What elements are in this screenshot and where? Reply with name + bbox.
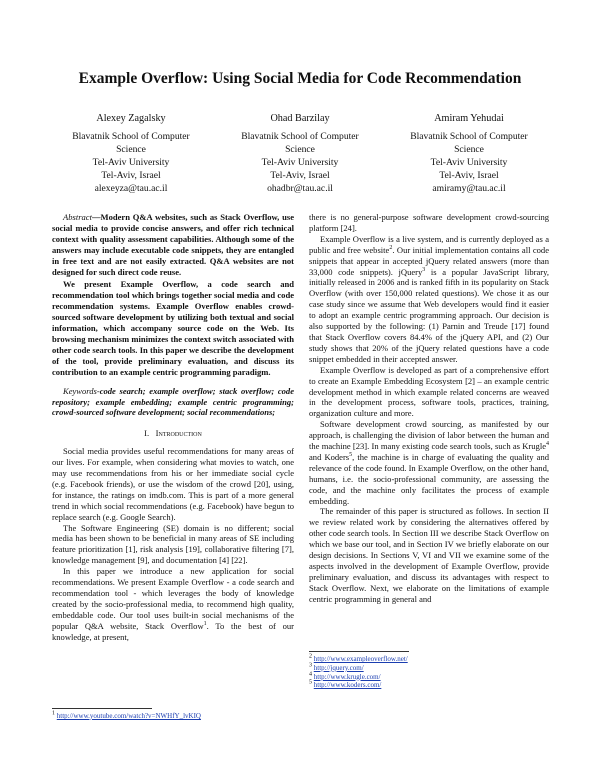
footnote-link[interactable]: http://www.exampleoverflow.net/ [313,655,408,663]
section-heading [52,428,294,439]
author-location: Tel-Aviv, Israel [439,170,499,181]
abstract-paragraph [52,212,294,277]
text: . Our initial implementation contains all code snippets that appear in accepted jQuery related answers (more than 33,000 code snippets). jQuery [309,244,549,277]
keywords [52,386,294,419]
author-affiliation: Blavatnik School of Computer [72,131,190,142]
author-name: Amiram Yehudai [434,113,504,124]
footnote-number: 4 [309,671,312,678]
footnote-number: 3 [309,662,312,669]
author-name: Ohad Barzilay [270,113,330,124]
author-affiliation: Science [285,144,315,155]
footnote-ref: 3 [422,266,426,273]
author-block-1 [46,112,216,195]
author-name: Alexey Zagalsky [96,113,166,124]
abstract-text: —Modern Q&A websites, such as Stack Overflow, use social media to provide concise answers, and offer rich technical context with quality assessment capabilities. Although some of the answers may include executable code snippets, they are entangled in free text and are not easily extracted. Q&A websites are not designed for such direct code reuse. [52,212,294,277]
footnote-link[interactable]: http://www.youtube.com/watch?v=NWHfY_lvKIQ [56,712,201,720]
footnote-1 [52,712,294,721]
footnote-divider [309,651,409,652]
keywords-text: code search; example overflow; stack overflow; code repository; example embedding; example centric programming; crowd-sourced software development; social recommendations; [52,385,294,418]
intro-paragraph-3-text: In this paper we introduce a new application for social recommendations. We present Example Overflow - a code search and recommendation tool - which leverages the body of knowledge created by the socio-professional media, to recommend high quality, embeddable code. Our tool uses built-in social mechanisms of the popular Q&A website, Stack Overflow [52,566,294,631]
intro-paragraph-2: The Software Engineering (SE) domain is no different; social media has been shown to be beneficial in many areas of SE including feature prioritization [1], risk analysis [19], collaborative filtering [7], knowledge management [9], and documentation [4] [22]. [52,522,294,566]
author-email: alexeyza@tau.ac.il [94,183,168,194]
section-title: Introduction [155,428,202,439]
right-paragraph-1 [309,234,549,365]
author-location: Tel-Aviv, Israel [270,170,330,181]
right-paragraph-2: Example Overflow is developed as part of a comprehensive effort to create an Example Embedding Ecosystem [2] – an example centric development method in which example related concerns are weaved in the development process, software tools, practices, training, organization culture and more. [309,364,549,419]
footnote-number: 2 [309,653,312,660]
right-paragraph-3 [309,419,549,506]
author-affiliation: Science [454,144,484,155]
footnote-number: 5 [309,680,312,687]
text: and Koders [309,451,350,462]
footnote-divider [52,708,152,709]
footnote-ref: 2 [389,244,393,251]
footnote-3 [309,664,549,673]
footnote-link[interactable]: http://www.koders.com/ [313,681,382,690]
author-email: amiramy@tau.ac.il [432,183,506,194]
author-block-2 [215,112,385,195]
footnote-link[interactable]: http://jquery.com/ [313,663,364,672]
footnote-ref: 1 [203,620,207,627]
keywords-label: Keywords- [63,385,100,396]
author-affiliation: Blavatnik School of Computer [410,131,528,142]
footnote-number: 1 [52,710,55,717]
author-affiliation: Science [116,144,146,155]
abstract-paragraph-2: We present Example Overflow, a code search and recommendation tool which brings together social media and code recommendation systems. Example Overflow enables crowd-sourced software development by utilizing both textual and social information, which accompany source code on the Web. Its browsing mechanism minimizes the context switch associated with other code search tools. In this paper we describe the development of the tool, provide preliminary evaluation, and discuss its contribution to an example centric programming paradigm. [52,279,294,377]
footnote-ref: 5 [349,452,353,459]
right-paragraph-0: there is no general-purpose software development crowd-sourcing platform [24]. [309,212,549,233]
text: Example Overflow is a live system, and is currently deployed as a public and free website [309,233,549,255]
footnote-2 [309,655,549,664]
intro-paragraph-3-tail: . To the best of our knowledge, at present, [52,620,294,642]
author-affiliation: Tel-Aviv University [261,157,339,168]
right-footnotes [309,651,549,690]
paper-title: Example Overflow: Using Social Media for Code Recommendation [78,70,522,87]
intro-paragraph-3 [52,566,294,642]
footnote-link[interactable]: http://www.krugle.com/ [313,672,381,681]
author-affiliation: Tel-Aviv University [430,157,508,168]
intro-paragraph-1: Social media provides useful recommendations for many areas of our lives. For example, when considering what movies to watch, one may use recommendations from his or her immediate social cycle (e.g. Facebook friends), or use the wisdom of the crowd [20], using, for instance, the ratings on imdb.com. This is part of a more general trend in which social recommendations (e.g. Facebook) have begun to replace search (e.g. Google Search). [52,446,294,522]
author-email: ohadbr@tau.ac.il [267,183,333,194]
left-column [52,212,294,643]
right-paragraph-4: The remainder of this paper is structured as follows. In section II we review related work by considering the alternatives offered by other code search tools. In Section III we describe Stack Overflow on which we base our tool, and in Section IV we briefly elaborate on our design decisions. In Sections V, VI and VII we examine some of the aspects involved in the development of Example Overflow, provide preliminary evaluation, and discuss its advantages with respect to Stack Overflow. Next, we elaborate on the limitations of example centric programming in general and [309,506,549,604]
footnote-ref: 4 [546,441,549,448]
section-number: I. [144,428,150,439]
author-location: Tel-Aviv, Israel [101,170,161,181]
left-footnotes [52,708,294,721]
footnote-5 [309,681,549,690]
text: Software development crowd sourcing, as manifested by our approach, is challenging the division of labor between the human and the machine [23]. In many existing code search tools, such as Krugle [309,419,549,452]
text: is a popular JavaScript library, initially released in 2006 and is ranked fifth in its popularity on Stack Overflow (with over 150,000 related questions). We chose it as our case study since we assume that Web developers would find it easier to adopt an example centric programming approach. Our decision is also supported by the following: (1) Parnin and Treude [17] found that Stack Overflow covers 84.4% of the jQuery API, and (2) Our study shows that 20% of the jQuery related questions have a code snippet embedded in their accepted answer. [309,266,549,364]
right-column [309,212,549,605]
author-block-3 [384,112,554,195]
abstract-label: Abstract [63,212,92,222]
text: , the machine is in charge of evaluating the quality and relevance of the code found. In Example Overflow, on the other hand, humans, i.e. the socio-professional community, are assessing the code, and the machine only facilitates the process of example embedding. [309,451,549,506]
author-affiliation: Tel-Aviv University [92,157,170,168]
author-affiliation: Blavatnik School of Computer [241,131,359,142]
